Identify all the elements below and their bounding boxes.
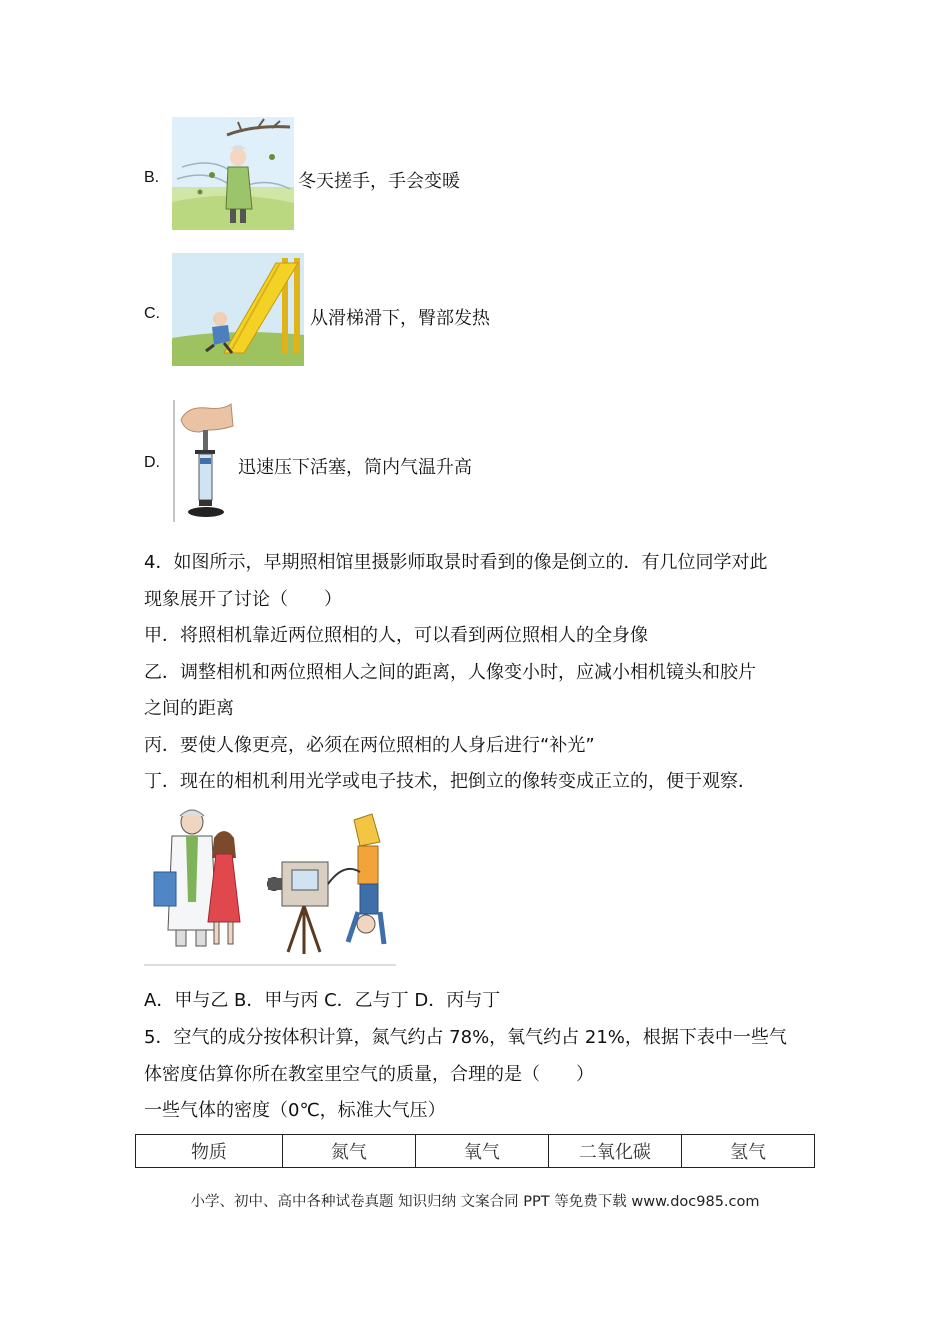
option-b-text: 冬天搓手，手会变暖 — [298, 171, 460, 192]
option-d-letter: D. — [144, 454, 160, 471]
q4-stem-line1: 4．如图所示，早期照相馆里摄影师取景时看到的像是倒立的．有几位同学对此 — [144, 552, 768, 573]
q4-statement-yi-cont: 之间的距离 — [144, 698, 234, 719]
option-b-letter: B. — [144, 169, 160, 186]
old-camera-inverted-image-illustration — [144, 802, 396, 966]
rubbing-hands-in-wind-illustration — [172, 117, 294, 230]
q4-choices: A．甲与乙 B．甲与丙 C．乙与丁 D．丙与丁 — [144, 990, 501, 1011]
option-c-text: 从滑梯滑下，臀部发热 — [310, 308, 490, 329]
table-header-cell: 物质 — [136, 1135, 283, 1168]
table-header-cell: 二氧化碳 — [548, 1135, 681, 1168]
fire-piston-illustration — [173, 400, 237, 522]
option-d-text: 迅速压下活塞，筒内气温升高 — [238, 457, 472, 478]
q4-stem-line2: 现象展开了讨论（ ） — [144, 589, 342, 610]
gas-density-table — [135, 1134, 815, 1168]
q4-statement-ding: 丁．现在的相机利用光学或电子技术，把倒立的像转变成正立的，便于观察． — [144, 771, 756, 792]
table-row — [136, 1135, 815, 1168]
page-footer: 小学、初中、高中各种试卷真题 知识归纳 文案合同 PPT 等免费下载 www.doc985.com — [190, 1194, 760, 1210]
option-c-letter: C. — [144, 305, 160, 322]
table-header-cell: 氢气 — [681, 1135, 814, 1168]
table-header-cell: 氮气 — [282, 1135, 415, 1168]
q5-table-caption: 一些气体的密度（0℃，标准大气压） — [144, 1100, 446, 1121]
q4-statement-yi: 乙．调整相机和两位照相人之间的距离，人像变小时，应减小相机镜头和胶片 — [144, 662, 756, 683]
q4-statement-jia: 甲．将照相机靠近两位照相的人，可以看到两位照相人的全身像 — [144, 625, 648, 646]
child-on-slide-illustration — [172, 253, 304, 366]
q5-stem-line1: 5．空气的成分按体积计算，氮气约占 78%，氧气约占 21%，根据下表中一些气 — [144, 1027, 787, 1048]
q5-stem-line2: 体密度估算你所在教室里空气的质量，合理的是（ ） — [144, 1064, 594, 1085]
table-header-cell: 氧气 — [415, 1135, 548, 1168]
q4-statement-bing: 丙．要使人像更亮，必须在两位照相的人身后进行“补光” — [144, 735, 595, 756]
